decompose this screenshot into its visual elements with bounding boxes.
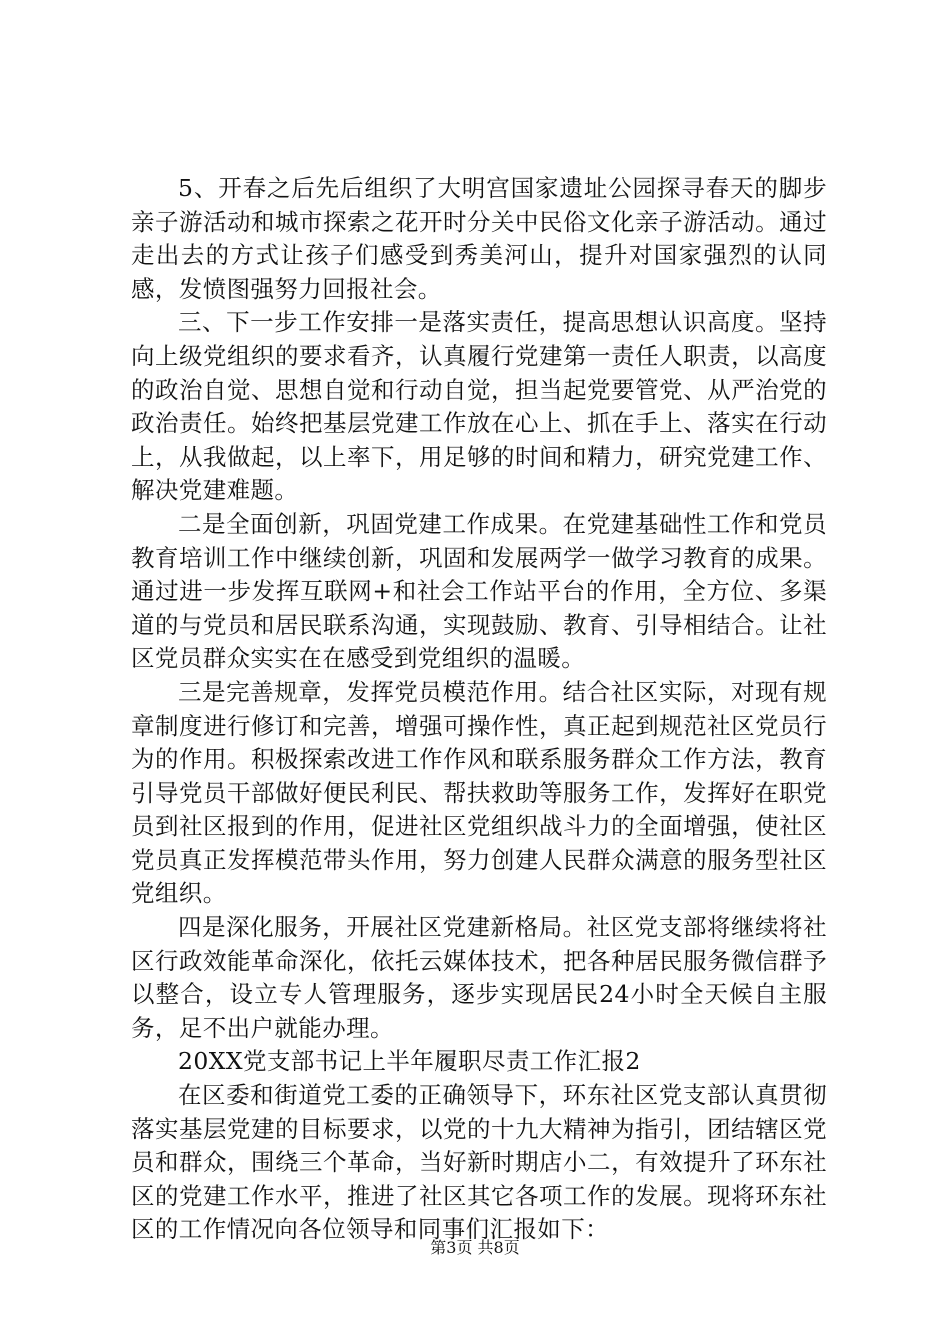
section-heading-report-2: 20XX党支部书记上半年履职尽责工作汇报2: [178, 1047, 641, 1076]
paragraph-introduction: 在区委和街道党工委的正确领导下，环东社区党支部认真贯彻落实基层党建的目标要求，以党的十九大精神为指引，团结辖区党员和群众，围绕三个革命，当好新时期店小二，有效提升了环东社区的党建工作水平，推进了社区其它各项工作的发展。现将环东社区的工作情况向各位领导和同事们汇报如下：: [131, 1081, 827, 1244]
paragraph-service: 四是深化服务，开展社区党建新格局。社区党支部将继续将社区行政效能革命深化，依托云媒体技术，把各种居民服务微信群予以整合，设立专人管理服务，逐步实现居民24小时全天候自主服务，足不出户就能办理。: [131, 913, 827, 1042]
paragraph-regulations: 三是完善规章，发挥党员模范作用。结合社区实际，对现有规章制度进行修订和完善，增强可操作性，真正起到规范社区党员行为的作用。积极探索改进工作作风和联系服务群众工作方法，教育引导党员干部做好便民利民、帮扶救助等服务工作，发挥好在职党员到社区报到的作用，促进社区党组织战斗力的全面增强，使社区党员真正发挥模范带头作用，努力创建人民群众满意的服务型社区党组织。: [131, 677, 827, 908]
paragraph-activity-5: 5、开春之后先后组织了大明宫国家遗址公园探寻春天的脚步亲子游活动和城市探索之花开时分关中民俗文化亲子游活动。通过走出去的方式让孩子们感受到秀美河山，提升对国家强烈的认同感，发愤图强努力回报社会。: [131, 174, 827, 303]
paragraph-innovation: 二是全面创新，巩固党建工作成果。在党建基础性工作和党员教育培训工作中继续创新，巩固和发展两学一做学习教育的成果。通过进一步发挥互联网+和社会工作站平台的作用，全方位、多渠道的与党员和居民联系沟通，实现鼓励、教育、引导相结合。让社区党员群众实实在在感受到党组织的温暖。: [131, 509, 827, 673]
document-body: [131, 172, 827, 1247]
paragraph-next-steps: 三、下一步工作安排一是落实责任，提高思想认识高度。坚持向上级党组织的要求看齐，认真履行党建第一责任人职责，以高度的政治自觉、思想自觉和行动自觉，担当起党要管党、从严治党的政治责任。始终把基层党建工作放在心上、抓在手上、落实在行动上，从我做起，以上率下，用足够的时间和精力，研究党建工作、解决党建难题。: [131, 308, 827, 505]
page-footer: 第3页 共8页: [430, 1238, 520, 1257]
